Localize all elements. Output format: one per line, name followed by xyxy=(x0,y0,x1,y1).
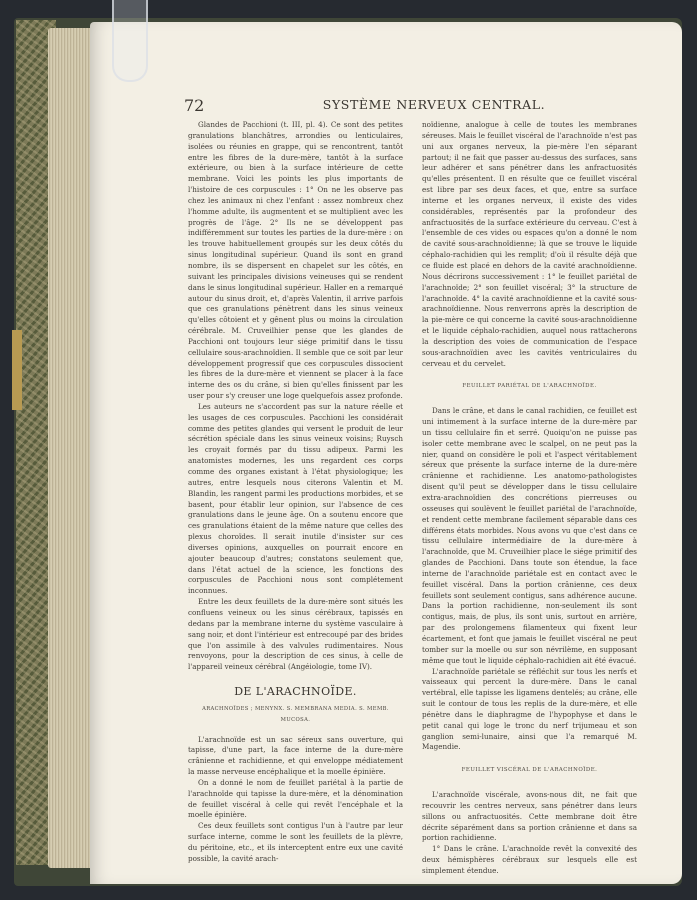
page-number: 72 xyxy=(184,96,205,115)
left-column xyxy=(188,120,403,865)
section-heading: DE L'ARACHNOÏDE. xyxy=(234,685,357,699)
paragraph: Dans le crâne, et dans le canal rachidien, ce feuillet est uni intimement à la surface interne de la dure-mère par un tissu cellulaire fin et serré. Quoiqu'on ne puisse pas isoler cette membrane avec le scalpel, on ne peut pas la nier, quand on considère le poli et l'aspect véritablement séreux que présente la surface interne de la dure-mère crânienne et rachidienne. Les anatomo-pathologistes disent qu'il peut se développer dans le tissu cellulaire extra-arachnoïdien des concrétions pierreuses ou osseuses qui soulèvent le feuillet pariétal de l'arachnoïde, et rendent cette membrane facilement séparable dans ces différens états morbides. Nous avons vu que c'est dans ce tissu cellulaire intermédiaire de la dure-mère à l'arachnoïde, que M. Cruveilhier place le siége primitif des glandes de Pacchioni. Dans toute son étendue, la face interne de l'arachnoïde pariétale est en contact avec le feuillet viscéral. Dans la portion crânienne, ces deux feuillets sont seulement contigus, sans adhérence aucune. Dans la portion rachidienne, non-seulement ils sont contigus, mais, de plus, ils sont unis, surtout en arrière, par des prolongemens filamenteux qui fixent leur écartement, et font que jamais le feuillet viscéral ne peut tomber sur la moelle ou sur son névrilème, en supposant même que tout le liquide céphalo-rachidien ait été évacué. xyxy=(422,406,637,665)
section-subheading: ARACHNOÏDES ; MENYNX. S. MEMBRANA MEDIA. S. MEMB. MUCOSA. xyxy=(202,705,389,723)
paragraph: Glandes de Pacchioni (t. III, pl. 4). Ce sont des petites granulations blanchâtres, arrondies ou lenticulaires, isolées ou réunies en grappe, qui se rencontrent, tantôt entre les fibres de la dure-mère, tantôt à la surface extérieure, ou bien à la surface intérieure de cette membrane. Voici les points les plus importants de l'histoire de ces corpuscules : 1° On ne les observe pas chez les animaux ni chez l'enfant : assez nombreux chez l'homme adulte, ils augmentent et se multiplient avec les progrès de l'âge. 2° Ils ne se développent pas indifféremment sur toutes les parties de la dure-mère : on les trouve habituellement groupés sur les deux côtés du sinus longitudinal supérieur. Quand ils sont en grand nombre, ils se dispersent en chapelet sur les côtés, en suivant les principales divisions veineuses qui se rendent dans le sinus longitudinal supérieur. Haller en a remarqué autour du sinus droit, et, d'après Valentin, il arrive parfois que ces granulations pénètrent dans les sinus veineux qu'elles côtoient et y gênent plus ou moins la circulation cérébrale. M. Cruveilhier pense que les glandes de Pacchioni ont toujours leur siége primitif dans le tissu cellulaire sous-arachnoïdien. Il semble que ce soit par leur développement progressif que ces corpuscules dissocient les fibres de la dure-mère et viennent se placer à la face interne des os du crâne, si bien qu'elles finissent par les user pour s'y creuser une loge quelquefois assez profonde. xyxy=(188,120,403,401)
running-title: SYSTÈME NERVEUX CENTRAL. xyxy=(322,97,546,112)
paragraph: L'arachnoïde pariétale se réfléchit sur tous les nerfs et vaisseaux qui percent la dure-mère. Dans le canal vertébral, elle tapisse les ligamens dentelés; au crâne, elle suit le contour de tous les replis de la dure-mère, et elle pénètre dans le diaphragme de l'hypophyse et dans le petit canal qui loge le tronc du nerf trijumeau et son ganglion semi-lunaire, ainsi que l'a remarqué M. Magendie. xyxy=(422,666,637,752)
page-clip-holder xyxy=(112,0,148,82)
paragraph: Les auteurs ne s'accordent pas sur la nature réelle et les usages de ces corpuscules. Pacchioni les considérait comme des petites glandes qui versent le produit de leur sécrétion spéciale dans les sinus veineux voisins; Ruysch les croyait formés par du tissu adipeux. Parmi les anatomistes modernes, les uns regardent ces corps comme des organes existant à l'état physiologique; les autres, entre lesquels nous citerons Valentin et M. Blandin, les rangent parmi les productions morbides, et se basent, pour établir leur opinion, sur l'absence de ces granulations dans le jeune âge. On a soutenu encore que ces granulations étaient de la même nature que celles des plexus choroïdes. Il serait inutile d'insister sur ces diverses opinions, auxquelles on pourrait encore en ajouter beaucoup d'autres; constatons seulement que, dans l'état actuel de la science, les fonctions des corpuscules de Pacchioni nous sont complétement inconnues. xyxy=(188,401,403,596)
paragraph: L'arachnoïde viscérale, avons-nous dit, ne fait que recouvrir les centres nerveux, sans pénétrer dans leurs sillons ou anfractuosités. Cette membrane doit être décrite séparément dans sa portion crânienne et dans sa portion rachidienne. xyxy=(422,790,637,843)
right-column xyxy=(422,120,637,877)
paragraph: L'arachnoïde est un sac séreux sans ouverture, qui tapisse, d'une part, la face interne de la dure-mère crânienne et rachidienne, et qui enveloppe médiatement la masse nerveuse encéphalique et la moelle épinière. xyxy=(188,734,403,777)
spine-label-strip xyxy=(12,330,22,410)
page-edges xyxy=(48,28,92,868)
paragraph: On a donné le nom de feuillet pariétal à la partie de l'arachnoïde qui tapisse la dure-mère, et la dénomination de feuillet viscéral à celle qui revêt l'encéphale et la moelle épinière. xyxy=(188,777,403,820)
paragraph: noïdienne, analogue à celle de toutes les membranes séreuses. Mais le feuillet viscéral de l'arachnoïde n'est pas uni aux organes nerveux, la pie-mère l'en séparant partout; il ne fait que passer au-dessus des surfaces, sans leur adhérer et sans pénétrer dans les anfractuosités qu'elles présentent. Il en résulte que ce feuillet viscéral est libre par ses deux faces, et que, entre sa surface interne et les organes nerveux, il existe des vides considérables, représentés par la profondeur des anfractuosités de la surface extérieure du cerveau. C'est à l'ensemble de ces vides ou espaces qu'on a donné le nom de cavité sous-arachnoïdienne; là que se trouve le liquide céphalo-rachidien qui les remplit; d'où il résulte déjà que ce fluide est placé en dehors de la cavité arachnoïdienne. Nous décrirons successivement : 1° le feuillet pariétal de l'arachnoïde; 2° son feuillet viscéral; 3° la structure de l'arachnoïde. 4° la cavité arachnoïdienne et la cavité sous-arachnoïdienne. Nous renverrons après la description de la pie-mère ce qui concerne la cavité sous-arachnoïdienne et le liquide céphalo-rachidien, auquel nous rattacherons la description des voies de communication de l'espace sous-arachnoïdien avec les cavités ventriculaires du cerveau et du cervelet. xyxy=(422,120,637,368)
subsection-heading-parietal: FEUILLET PARIÉTAL DE L'ARACHNOÏDE. xyxy=(462,383,597,390)
paragraph: 1° Dans le crâne. L'arachnoïde revêt la convexité des deux hémisphères cérébraux sur lesquels elle est simplement étendue. xyxy=(422,844,637,875)
page-header xyxy=(184,96,654,118)
paragraph: Ces deux feuillets sont contigus l'un à l'autre par leur surface interne, comme le sont les feuillets de la plèvre, du péritoine, etc., et ils interceptent entre eux une cavité possible, la cavité arach- xyxy=(188,821,403,863)
paragraph: Entre les deux feuillets de la dure-mère sont situés les confluens veineux ou les sinus cérébraux, tapissés en dedans par la membrane interne du système vasculaire à sang noir, et dont l'intérieur est entrecoupé par des brides que l'on assimile à des valvules rudimentaires. Nous renvoyons, pour la description de ces sinus, à celle de l'appareil veineux cérébral (Angéiologie, tome IV). xyxy=(188,597,403,672)
subsection-heading-visceral: FEUILLET VISCÉRAL DE L'ARACHNOÏDE. xyxy=(461,767,598,774)
